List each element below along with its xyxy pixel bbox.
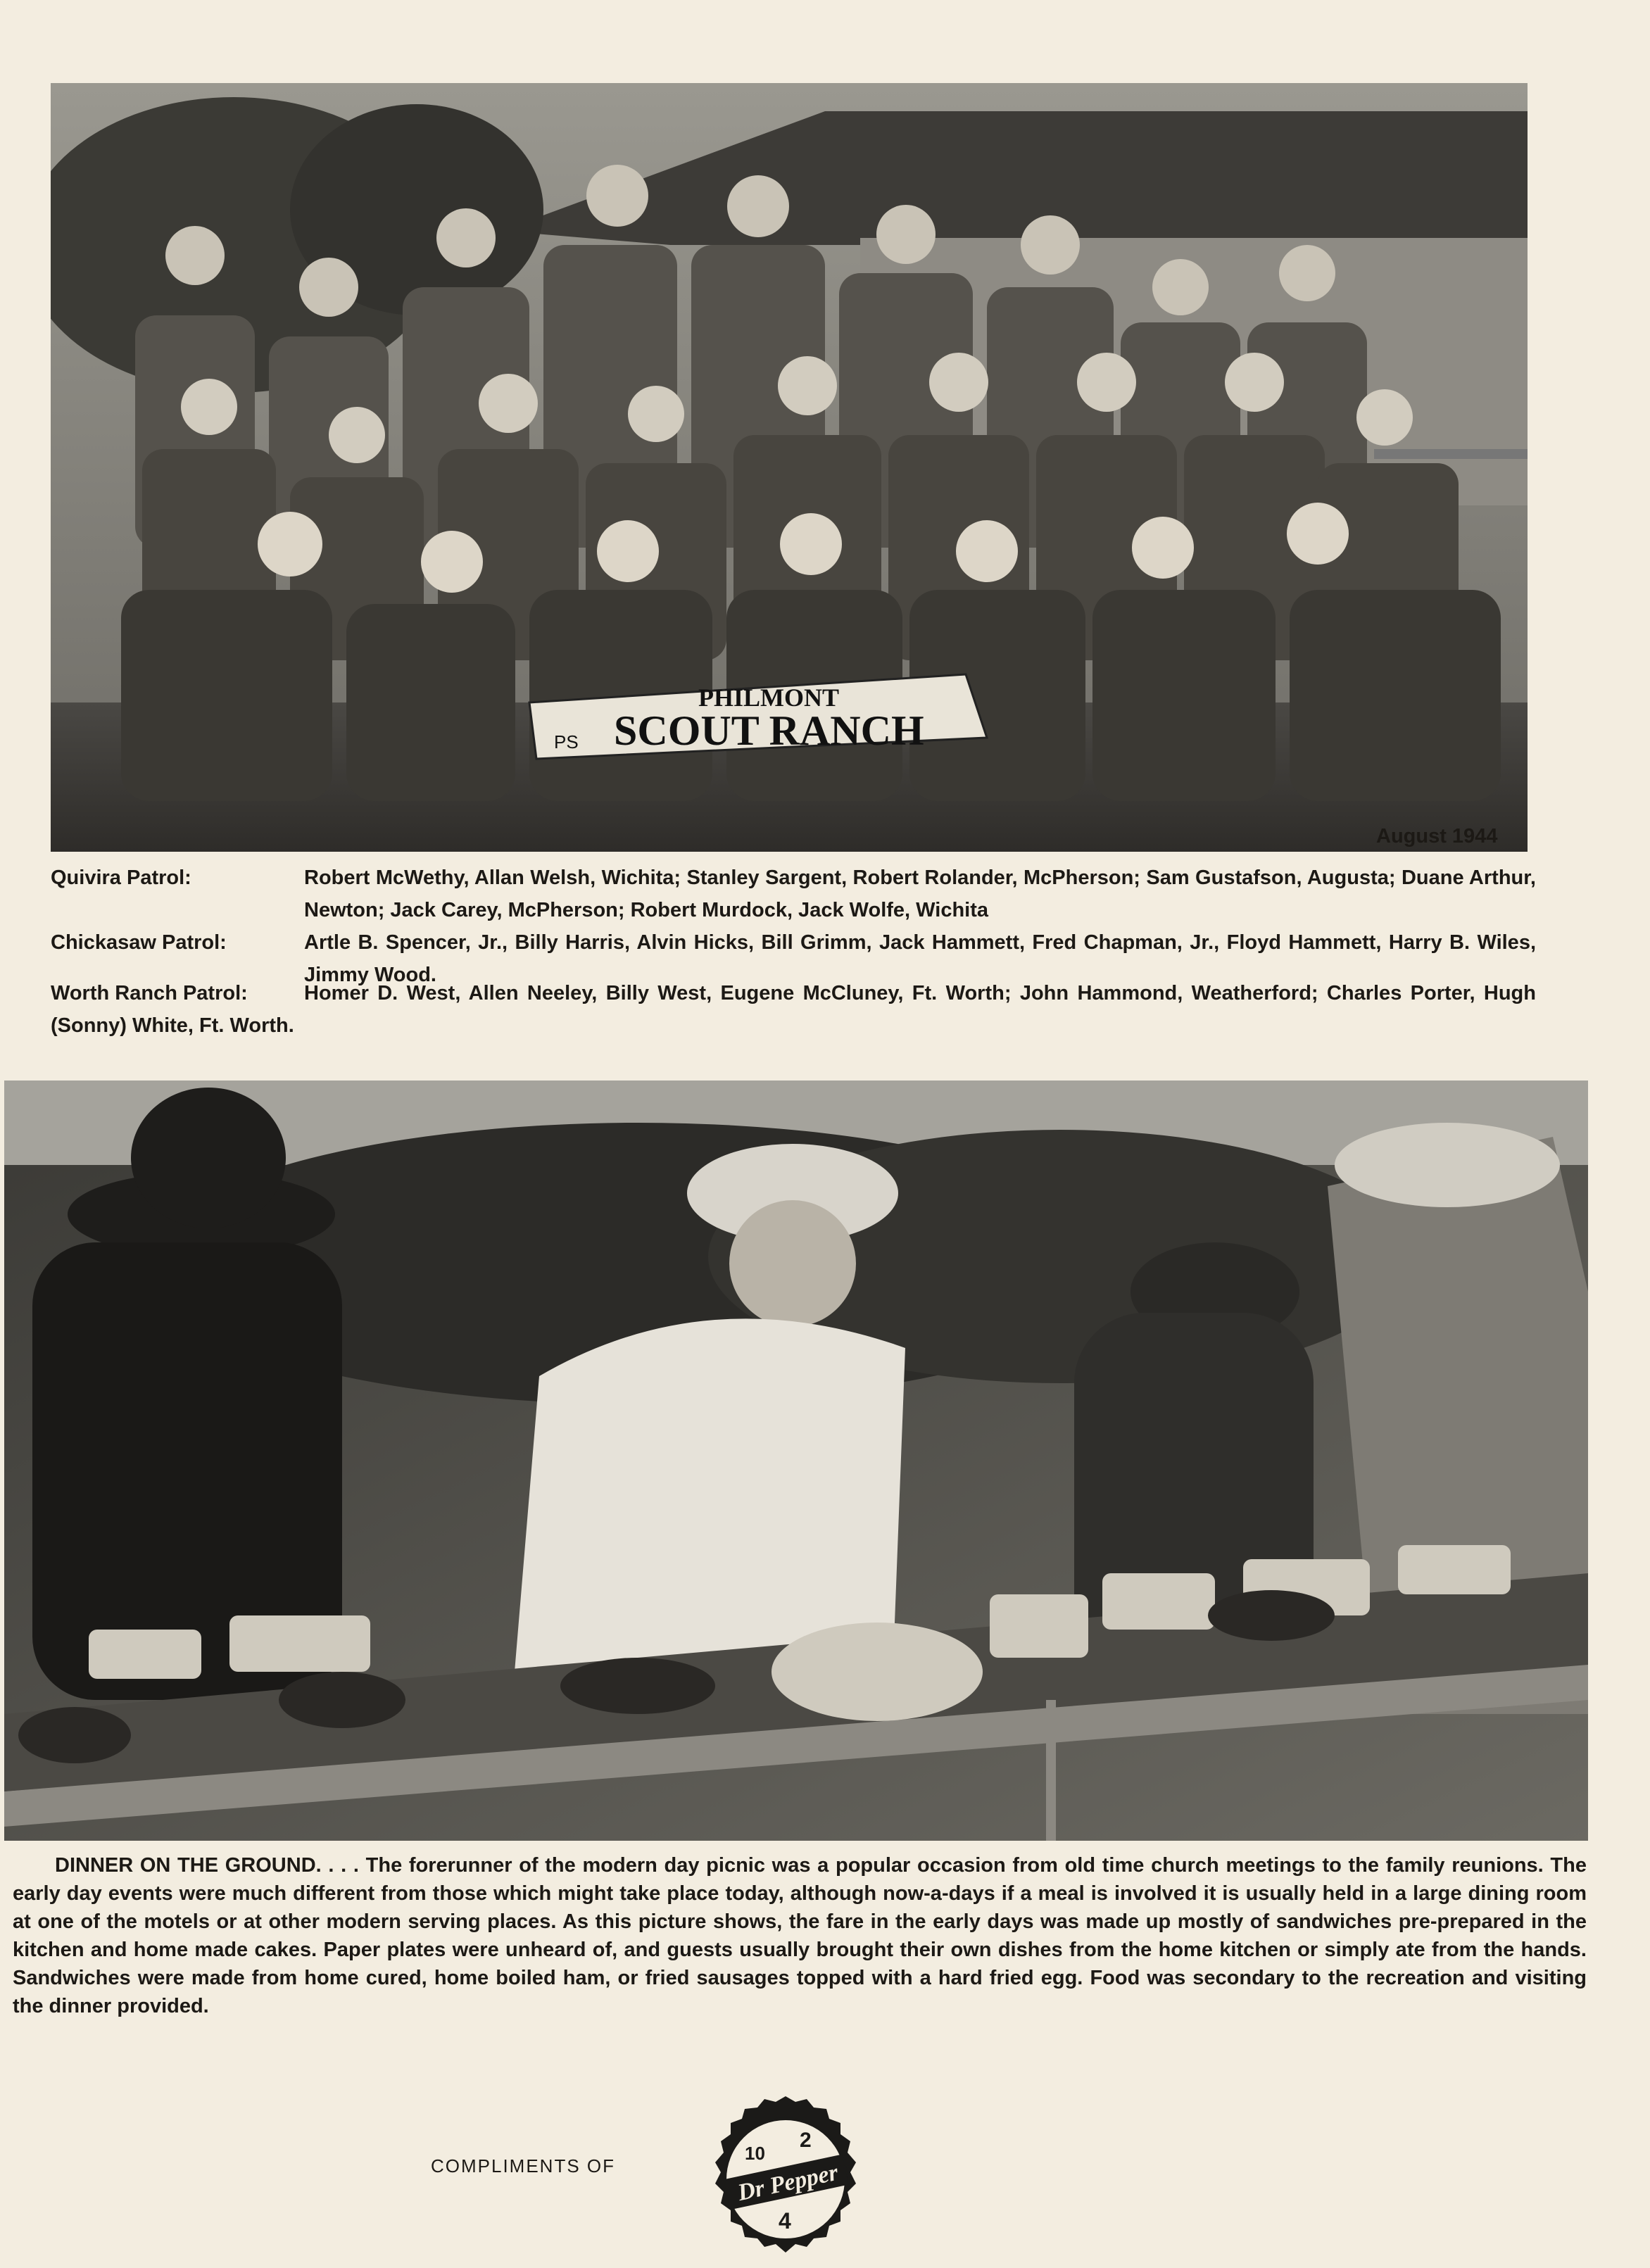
sign-mark: PS [554,731,579,752]
cap-number-4: 4 [779,2208,791,2234]
dr-pepper-bottlecap-logo [697,2091,874,2268]
patrol-name: Worth Ranch Patrol: [51,982,248,1004]
patrol-members: Robert McWethy, Allan Welsh, Wichita; Stanley Sargent, Robert Rolander, McPherson; Sam Gustafson, Augusta; Duane Arthur, Newton; Jack Carey, McPherson; Robert Murdock, Jack Wolfe, Wichita [304,867,1536,921]
patrol-name: Quivira Patrol: [51,867,191,889]
dr-pepper-brand-text: Dr Pepper [735,2159,840,2207]
patrol-name: Chickasaw Patrol: [51,931,227,954]
cap-number-10: 10 [745,2143,765,2164]
sign-line1: PHILMONT [698,683,840,712]
patrol-members: Artle B. Spencer, Jr., Billy Harris, Alvin Hicks, Bill Grimm, Jack Hammett, Fred Chapman, Jr., Floyd Hammett, Harry B. Wiles, Jimmy Wood. [304,931,1536,986]
dinner-on-the-ground-photo [4,1081,1588,1841]
roster-row-worth-ranch [51,977,1536,1042]
scout-group-photo-image [51,83,1528,852]
patrol-members: Homer D. West, Allen Neeley, Billy West, Eugene McCluney, Ft. Worth; John Hammond, Weatherford; Charles Porter, Hugh (Sonny) White, Ft. Worth. [51,982,1536,1037]
roster-row-quivira [51,862,1536,926]
scout-group-photo [51,83,1528,852]
cap-number-2: 2 [800,2129,812,2152]
dinner-photo-image [4,1081,1588,1841]
patrol-roster [51,862,1536,991]
dinner-caption: DINNER ON THE GROUND. . . . The forerunner of the modern day picnic was a popular occasion from old time church meetings to the family reunions. The early day events were much different from those which might take place today, although now-a-days if a meal is involved it is usually held in a large dining room at one of the motels or at other modern serving places. As this picture shows, the fare in the early days was made up mostly of sandwiches pre-prepared in the kitchen and home made cakes. Paper plates were unheard of, and guests usually brought their own dishes from the home kitchen or simply ate from the hands. Sandwiches were made from home cured, home boiled ham, or fried sausages topped with a hard fried egg. Food was secondary to the recreation and visiting the dinner provided. [13,1854,1587,2017]
photo-date-label: August 1944 [1376,825,1498,848]
sign-line2: SCOUT RANCH [614,707,924,754]
compliments-of-text: COMPLIMENTS OF [431,2155,616,2176]
